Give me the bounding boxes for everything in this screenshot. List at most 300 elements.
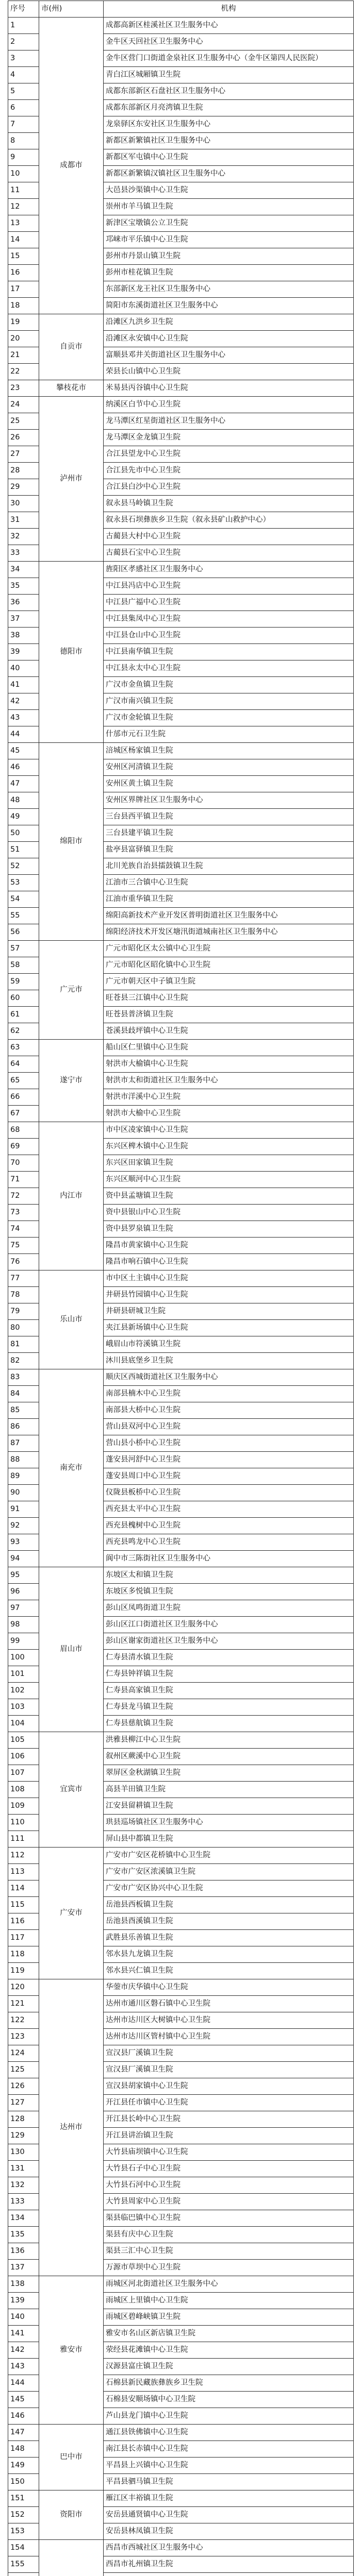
row-number: 33 xyxy=(8,545,39,562)
header-institution: 机构 xyxy=(104,1,354,18)
row-number: 49 xyxy=(8,809,39,825)
institution-name: 仁寿县清水镇卫生院 xyxy=(104,1650,354,1666)
row-number: 60 xyxy=(8,990,39,1007)
row-number: 140 xyxy=(8,2309,39,2326)
institution-name: 岳池县西板镇卫生院 xyxy=(104,1897,354,1913)
row-number: 61 xyxy=(8,1007,39,1023)
institution-name: 什邡市元石卫生院 xyxy=(104,726,354,743)
row-number: 81 xyxy=(8,1336,39,1353)
row-number: 84 xyxy=(8,1386,39,1402)
institution-name: 彭州市丹景山镇卫生院 xyxy=(104,248,354,265)
row-number: 154 xyxy=(8,2540,39,2556)
row-number: 108 xyxy=(8,1782,39,1798)
table-body xyxy=(8,18,354,2576)
city-cell: 泸州市 xyxy=(39,397,104,562)
row-number: 91 xyxy=(8,1501,39,1518)
row-number: 95 xyxy=(8,1567,39,1584)
row-number: 103 xyxy=(8,1699,39,1716)
institution-name: 彭山区江口街道社区卫生服务中心 xyxy=(104,1617,354,1633)
institution-table xyxy=(8,1,354,2576)
row-number: 41 xyxy=(8,677,39,693)
row-number: 104 xyxy=(8,1716,39,1732)
institution-name: 金牛区营门口街道金泉社区卫生服务中心（金牛区第四人民医院） xyxy=(104,50,354,67)
row-number: 71 xyxy=(8,1172,39,1188)
institution-name: 古蔺县大村中心卫生院 xyxy=(104,529,354,545)
row-number: 63 xyxy=(8,1040,39,1056)
row-number: 66 xyxy=(8,1089,39,1106)
row-number: 22 xyxy=(8,364,39,380)
institution-name: 中江县永太中心卫生院 xyxy=(104,660,354,677)
row-number: 86 xyxy=(8,1419,39,1435)
row-number: 25 xyxy=(8,413,39,430)
row-number: 122 xyxy=(8,2012,39,2029)
institution-name: 广汉市金鱼镇卫生院 xyxy=(104,677,354,693)
row-number: 34 xyxy=(8,562,39,578)
row-number: 43 xyxy=(8,710,39,726)
row-number: 9 xyxy=(8,149,39,166)
institution-name: 翠屏区金秋湖镇卫生院 xyxy=(104,1765,354,1782)
institution-name: 荣县长山镇中心卫生院 xyxy=(104,364,354,380)
institution-name: 沿滩区永安镇中心卫生院 xyxy=(104,331,354,347)
row-number: 110 xyxy=(8,1815,39,1831)
institution-name: 邻水县兴仁镇卫生院 xyxy=(104,1963,354,1979)
institution-name: 射洪市洋溪中心卫生院 xyxy=(104,1089,354,1106)
row-number: 8 xyxy=(8,133,39,149)
row-number: 124 xyxy=(8,2045,39,2062)
institution-name: 合江县先市中心卫生院 xyxy=(104,463,354,479)
row-number: 76 xyxy=(8,1254,39,1270)
institution-name: 大竹县石河中心卫生院 xyxy=(104,2177,354,2194)
institution-name: 营山县双河中心卫生院 xyxy=(104,1419,354,1435)
institution-name: 井研县竹园镇中心卫生院 xyxy=(104,1287,354,1303)
row-number: 143 xyxy=(8,2359,39,2375)
city-cell: 攀枝花市 xyxy=(39,380,104,397)
row-number: 67 xyxy=(8,1106,39,1122)
institution-name: 市中区凌家镇中心卫生院 xyxy=(104,1122,354,1139)
institution-name: 南江县长赤镇中心卫生院 xyxy=(104,2441,354,2458)
institution-name: 崇州市羊马镇卫生院 xyxy=(104,199,354,215)
institution-name: 芦山县龙门镇中心卫生院 xyxy=(104,2408,354,2425)
institution-name: 开江县任市镇中心卫生院 xyxy=(104,2095,354,2111)
row-number: 139 xyxy=(8,2293,39,2309)
institution-name: 西昌市西城社区卫生服务中心 xyxy=(104,2540,354,2556)
city-cell: 遂宁市 xyxy=(39,1040,104,1122)
institution-name: 龙马潭区金龙镇卫生院 xyxy=(104,430,354,446)
row-number: 127 xyxy=(8,2095,39,2111)
row-number: 83 xyxy=(8,1369,39,1386)
institution-name: 简阳市东溪街道社区卫生服务中心 xyxy=(104,298,354,314)
row-number: 149 xyxy=(8,2458,39,2474)
institution-name: 射洪市太和街道社区卫生服务中心 xyxy=(104,1073,354,1089)
institution-name: 雨城区碧峰峡镇卫生院 xyxy=(104,2309,354,2326)
row-number: 31 xyxy=(8,512,39,529)
institution-name: 南部县大桥中心卫生院 xyxy=(104,1402,354,1419)
city-cell: 南充市 xyxy=(39,1369,104,1567)
institution-name: 东部新区龙王社区卫生服务中心 xyxy=(104,281,354,298)
city-cell: 眉山市 xyxy=(39,1567,104,1732)
institution-name: 广汉市南兴镇卫生院 xyxy=(104,693,354,710)
institution-name: 三台县建平镇卫生院 xyxy=(104,825,354,842)
institution-name: 资中县罗泉镇卫生院 xyxy=(104,1221,354,1238)
row-number: 151 xyxy=(8,2490,39,2507)
institution-name: 安州区界牌社区卫生服务中心 xyxy=(104,792,354,809)
row-number: 142 xyxy=(8,2342,39,2359)
row-number: 129 xyxy=(8,2128,39,2144)
institution-name: 仁寿县慈航镇卫生院 xyxy=(104,1716,354,1732)
row-number: 54 xyxy=(8,891,39,908)
institution-name: 彭山区凤鸣街道卫生院 xyxy=(104,1600,354,1617)
row-number: 121 xyxy=(8,1996,39,2012)
institution-name: 广元市朝天区中子镇卫生院 xyxy=(104,974,354,990)
institution-name: 合江县望龙中心卫生院 xyxy=(104,446,354,463)
city-cell: 乐山市 xyxy=(39,1270,104,1369)
institution-name: 华蓥市庆华镇中心卫生院 xyxy=(104,1979,354,1996)
institution-name: 珙县巡场镇社区卫生服务中心 xyxy=(104,1815,354,1831)
institution-name: 叙永县马岭镇卫生院 xyxy=(104,496,354,512)
institution-name: 雨城区河北街道社区卫生服务中心 xyxy=(104,2276,354,2293)
institution-name: 绵阳高新技术产业开发区普明街道社区卫生服务中心 xyxy=(104,908,354,924)
institution-name: 旺苍县三江镇中心卫生院 xyxy=(104,990,354,1007)
institution-name: 顺庆区西城街道社区卫生服务中心 xyxy=(104,1369,354,1386)
institution-name: 西充县太平中心卫生院 xyxy=(104,1501,354,1518)
institution-name: 青白江区城厢镇卫生院 xyxy=(104,67,354,83)
institution-name: 营山县小桥中心卫生院 xyxy=(104,1435,354,1452)
row-number: 47 xyxy=(8,776,39,792)
row-number: 136 xyxy=(8,2243,39,2260)
institution-name: 雁江区丰裕镇卫生院 xyxy=(104,2490,354,2507)
row-number: 15 xyxy=(8,248,39,265)
row-number: 144 xyxy=(8,2375,39,2392)
institution-name: 旺苍县普济镇卫生院 xyxy=(104,1007,354,1023)
institution-name: 龙马潭区红星街道社区卫生服务中心 xyxy=(104,413,354,430)
row-number: 112 xyxy=(8,1848,39,1864)
row-number: 90 xyxy=(8,1485,39,1501)
row-number: 120 xyxy=(8,1979,39,1996)
row-number: 128 xyxy=(8,2111,39,2128)
row-number: 92 xyxy=(8,1518,39,1534)
row-number: 153 xyxy=(8,2523,39,2540)
row-number: 77 xyxy=(8,1270,39,1287)
row-number: 93 xyxy=(8,1534,39,1551)
row-number: 10 xyxy=(8,166,39,182)
row-number: 73 xyxy=(8,1205,39,1221)
institution-name: 叙州区蕨溪中心卫生院 xyxy=(104,1749,354,1765)
institution-name: 渠县有庆中心卫生院 xyxy=(104,2227,354,2243)
institution-name: 新津区宝墩镇公立卫生院 xyxy=(104,215,354,232)
institution-name: 荥经县花滩镇中心卫生院 xyxy=(104,2342,354,2359)
row-number: 135 xyxy=(8,2227,39,2243)
institution-name: 西充县鸣龙中心卫生院 xyxy=(104,1534,354,1551)
institution-name: 涪城区杨家镇卫生院 xyxy=(104,743,354,759)
institution-name: 射洪市大榆镇中心卫生院 xyxy=(104,1056,354,1073)
institution-name: 西充县槐树中心卫生院 xyxy=(104,1518,354,1534)
institution-name: 东坡区多悦镇卫生院 xyxy=(104,1584,354,1600)
row-number: 29 xyxy=(8,479,39,496)
institution-name: 东兴区椑木镇中心卫生院 xyxy=(104,1139,354,1155)
city-cell: 广元市 xyxy=(39,941,104,1040)
row-number: 55 xyxy=(8,908,39,924)
institution-name: 开江县长岭中心卫生院 xyxy=(104,2111,354,2128)
institution-name: 新都区新繁镇汉镇社区卫生服务中心 xyxy=(104,166,354,182)
row-number: 146 xyxy=(8,2408,39,2425)
row-number: 150 xyxy=(8,2474,39,2490)
institution-name: 广元市昭化区太公镇中心卫生院 xyxy=(104,941,354,957)
institution-name: 船山区仁里镇中心卫生院 xyxy=(104,1040,354,1056)
row-number: 100 xyxy=(8,1650,39,1666)
row-number: 106 xyxy=(8,1749,39,1765)
institution-name: 盐亭县富驿镇卫生院 xyxy=(104,842,354,858)
row-number: 7 xyxy=(8,116,39,133)
row-number: 28 xyxy=(8,463,39,479)
table-row xyxy=(8,1122,354,1139)
row-number: 145 xyxy=(8,2392,39,2408)
institution-name: 广元市昭化区昭化镇中心卫生院 xyxy=(104,957,354,974)
row-number: 23 xyxy=(8,380,39,397)
institution-name: 中江县集凤中心卫生院 xyxy=(104,611,354,628)
row-number: 50 xyxy=(8,825,39,842)
row-number: 12 xyxy=(8,199,39,215)
institution-name: 隆昌市黄家镇中心卫生院 xyxy=(104,1238,354,1254)
institution-name: 岳池县酉溪镇卫生院 xyxy=(104,1913,354,1930)
institution-name: 资中县孟塘镇卫生院 xyxy=(104,1188,354,1205)
institution-name: 资中县银山中心卫生院 xyxy=(104,1205,354,1221)
institution-name: 纳溪区白节中心卫生院 xyxy=(104,397,354,413)
row-number: 78 xyxy=(8,1287,39,1303)
institution-name: 中江县冯店中心卫生院 xyxy=(104,578,354,595)
row-number: 32 xyxy=(8,529,39,545)
row-number: 116 xyxy=(8,1913,39,1930)
row-number: 80 xyxy=(8,1320,39,1336)
row-number: 107 xyxy=(8,1765,39,1782)
row-number: 11 xyxy=(8,182,39,199)
row-number: 26 xyxy=(8,430,39,446)
city-cell: 内江市 xyxy=(39,1122,104,1270)
institution-name: 仁寿县龙马镇卫生院 xyxy=(104,1699,354,1716)
institution-name: 雅安市名山区新店镇卫生院 xyxy=(104,2326,354,2342)
row-number: 18 xyxy=(8,298,39,314)
row-number: 88 xyxy=(8,1452,39,1468)
table-row xyxy=(8,1270,354,1287)
table-row xyxy=(8,743,354,759)
table-row xyxy=(8,1040,354,1056)
institution-name: 彭山区谢家街道社区卫生服务中心 xyxy=(104,1633,354,1650)
row-number: 36 xyxy=(8,595,39,611)
institution-name: 龙泉驿区东安社区卫生服务中心 xyxy=(104,116,354,133)
institution-name: 开江县讲治镇卫生院 xyxy=(104,2128,354,2144)
institution-name: 广汉市金轮镇卫生院 xyxy=(104,710,354,726)
row-number: 147 xyxy=(8,2425,39,2441)
institution-name: 中江县仓山中心卫生院 xyxy=(104,628,354,644)
row-number: 85 xyxy=(8,1402,39,1419)
row-number: 39 xyxy=(8,644,39,660)
institution-name: 洪雅县柳江中心卫生院 xyxy=(104,1732,354,1749)
institution-name: 中江县南华镇卫生院 xyxy=(104,644,354,660)
institution-name: 射洪市大榆中心卫生院 xyxy=(104,1106,354,1122)
row-number: 119 xyxy=(8,1963,39,1979)
row-number: 45 xyxy=(8,743,39,759)
row-number: 38 xyxy=(8,628,39,644)
row-number: 148 xyxy=(8,2441,39,2458)
row-number: 20 xyxy=(8,331,39,347)
institution-name: 江安县留耕镇卫生院 xyxy=(104,1798,354,1815)
table-row xyxy=(8,562,354,578)
institution-name: 市中区土主镇中心卫生院 xyxy=(104,1270,354,1287)
header-row xyxy=(8,1,354,18)
institution-name xyxy=(104,2573,354,2576)
row-number: 137 xyxy=(8,2260,39,2276)
row-number: 42 xyxy=(8,693,39,710)
table-header xyxy=(8,1,354,18)
institution-name: 屏山县中都镇卫生院 xyxy=(104,1831,354,1848)
row-number: 6 xyxy=(8,100,39,116)
row-number: 51 xyxy=(8,842,39,858)
row-number: 113 xyxy=(8,1864,39,1880)
row-number: 19 xyxy=(8,314,39,331)
institution-name: 旌阳区孝感社区卫生服务中心 xyxy=(104,562,354,578)
institution-name: 合江县白沙中心卫生院 xyxy=(104,479,354,496)
city-cell: 成都市 xyxy=(39,18,104,314)
institution-name: 古蔺县石宝中心卫生院 xyxy=(104,545,354,562)
institution-name: 宣汉县厂溪镇卫生院 xyxy=(104,2062,354,2078)
row-number: 118 xyxy=(8,1946,39,1963)
row-number: 101 xyxy=(8,1666,39,1683)
institution-name: 安岳县通贤镇中心卫生院 xyxy=(104,2507,354,2523)
row-number: 4 xyxy=(8,67,39,83)
institution-name: 广安市广安区协兴中心卫生院 xyxy=(104,1880,354,1897)
institution-name: 安州区黄土镇卫生院 xyxy=(104,776,354,792)
institution-name: 江油市三合镇中心卫生院 xyxy=(104,875,354,891)
institution-name: 阆中市三陈街社区卫生服务中心 xyxy=(104,1551,354,1567)
row-number: 117 xyxy=(8,1930,39,1946)
row-number: 115 xyxy=(8,1897,39,1913)
table-row xyxy=(8,1567,354,1584)
row-number: 99 xyxy=(8,1633,39,1650)
institution-name: 夹江县新场镇中心卫生院 xyxy=(104,1320,354,1336)
row-number: 16 xyxy=(8,265,39,281)
row-number: 68 xyxy=(8,1122,39,1139)
table-row xyxy=(8,941,354,957)
city-cell: 广安市 xyxy=(39,1848,104,1979)
row-number: 94 xyxy=(8,1551,39,1567)
institution-name: 隆昌市响石镇中心卫生院 xyxy=(104,1254,354,1270)
row-number: 74 xyxy=(8,1221,39,1238)
institution-name: 江油市重华镇卫生院 xyxy=(104,891,354,908)
institution-name: 叙永县石坝彝族乡卫生院（叙永县矿山救护中心） xyxy=(104,512,354,529)
institution-name: 雨城区上里镇中心卫生院 xyxy=(104,2293,354,2309)
row-number: 141 xyxy=(8,2326,39,2342)
row-number: 138 xyxy=(8,2276,39,2293)
institution-name: 蓬安县周口中心卫生院 xyxy=(104,1468,354,1485)
row-number: 114 xyxy=(8,1880,39,1897)
institution-name: 万源市草坝中心卫生院 xyxy=(104,2260,354,2276)
row-number: 126 xyxy=(8,2078,39,2095)
institution-name: 西昌市礼州镇卫生院 xyxy=(104,2556,354,2573)
row-number: 40 xyxy=(8,660,39,677)
institution-name: 仁寿县钟祥镇卫生院 xyxy=(104,1666,354,1683)
row-number: 97 xyxy=(8,1600,39,1617)
table-row xyxy=(8,314,354,331)
row-number: 37 xyxy=(8,611,39,628)
row-number: 35 xyxy=(8,578,39,595)
row-number: 5 xyxy=(8,83,39,100)
row-number: 102 xyxy=(8,1683,39,1699)
row-number: 132 xyxy=(8,2177,39,2194)
city-cell: 巴中市 xyxy=(39,2425,104,2490)
row-number: 65 xyxy=(8,1073,39,1089)
row-number: 27 xyxy=(8,446,39,463)
city-cell xyxy=(39,2540,104,2576)
institution-name: 石棉县新民藏族彝族乡卫生院 xyxy=(104,2375,354,2392)
institution-name: 宣汉县胡家镇中心卫生院 xyxy=(104,2078,354,2095)
institution-name: 蓬安县河舒中心卫生院 xyxy=(104,1452,354,1468)
city-cell: 雅安市 xyxy=(39,2276,104,2425)
row-number: 98 xyxy=(8,1617,39,1633)
row-number: 62 xyxy=(8,1023,39,1040)
institution-name: 成都东部新区石盘社区卫生服务中心 xyxy=(104,83,354,100)
table-row xyxy=(8,2540,354,2556)
table-row xyxy=(8,397,354,413)
row-number: 57 xyxy=(8,941,39,957)
institution-name: 汉源县富庄镇卫生院 xyxy=(104,2359,354,2375)
row-number: 155 xyxy=(8,2556,39,2573)
institution-name: 大竹县周家中心卫生院 xyxy=(104,2194,354,2210)
institution-name: 成都东部新区月亮湾镇卫生院 xyxy=(104,100,354,116)
row-number: 69 xyxy=(8,1139,39,1155)
row-number: 44 xyxy=(8,726,39,743)
institution-name: 安岳县林凤镇卫生院 xyxy=(104,2523,354,2540)
row-number: 75 xyxy=(8,1238,39,1254)
row-number: 89 xyxy=(8,1468,39,1485)
row-number: 123 xyxy=(8,2029,39,2045)
row-number: 46 xyxy=(8,759,39,776)
table-row xyxy=(8,1369,354,1386)
institution-name: 新都区军屯镇中心卫生院 xyxy=(104,149,354,166)
header-city: 市(州) xyxy=(39,1,104,18)
city-cell: 绵阳市 xyxy=(39,743,104,941)
institution-name: 中江县广福中心卫生院 xyxy=(104,595,354,611)
row-number: 53 xyxy=(8,875,39,891)
institution-name: 新都区新繁镇社区卫生服务中心 xyxy=(104,133,354,149)
institution-name: 三台县西平镇卫生院 xyxy=(104,809,354,825)
row-number: 14 xyxy=(8,232,39,248)
row-number: 59 xyxy=(8,974,39,990)
table-row xyxy=(8,2425,354,2441)
row-number: 79 xyxy=(8,1303,39,1320)
institution-name: 渠县三汇中心卫生院 xyxy=(104,2243,354,2260)
institution-name: 武胜县乐善镇卫生院 xyxy=(104,1930,354,1946)
table-row xyxy=(8,1732,354,1749)
row-number: 131 xyxy=(8,2161,39,2177)
institution-name: 米易县丙谷镇中心卫生院 xyxy=(104,380,354,397)
row-number: 48 xyxy=(8,792,39,809)
institution-name: 金牛区天回社区卫生服务中心 xyxy=(104,34,354,50)
institution-name: 仪陇县板桥中心卫生院 xyxy=(104,1485,354,1501)
row-number: 105 xyxy=(8,1732,39,1749)
institution-name: 邛崃市平乐镇中心卫生院 xyxy=(104,232,354,248)
institution-name: 峨眉山市符溪镇卫生院 xyxy=(104,1336,354,1353)
institution-name: 石棉县安顺场镇中心卫生院 xyxy=(104,2392,354,2408)
institution-name: 安州区河清镇卫生院 xyxy=(104,759,354,776)
row-number: 133 xyxy=(8,2194,39,2210)
row-number: 13 xyxy=(8,215,39,232)
table-row xyxy=(8,18,354,34)
institution-name: 宣汉县厂溪镇卫生院 xyxy=(104,2045,354,2062)
institution-name: 绵阳经济技术开发区塘汛街道城南社区卫生服务中心 xyxy=(104,924,354,941)
row-number: 24 xyxy=(8,397,39,413)
institution-name: 东兴区田家镇卫生院 xyxy=(104,1155,354,1172)
row-number: 111 xyxy=(8,1831,39,1848)
table-row xyxy=(8,1979,354,1996)
